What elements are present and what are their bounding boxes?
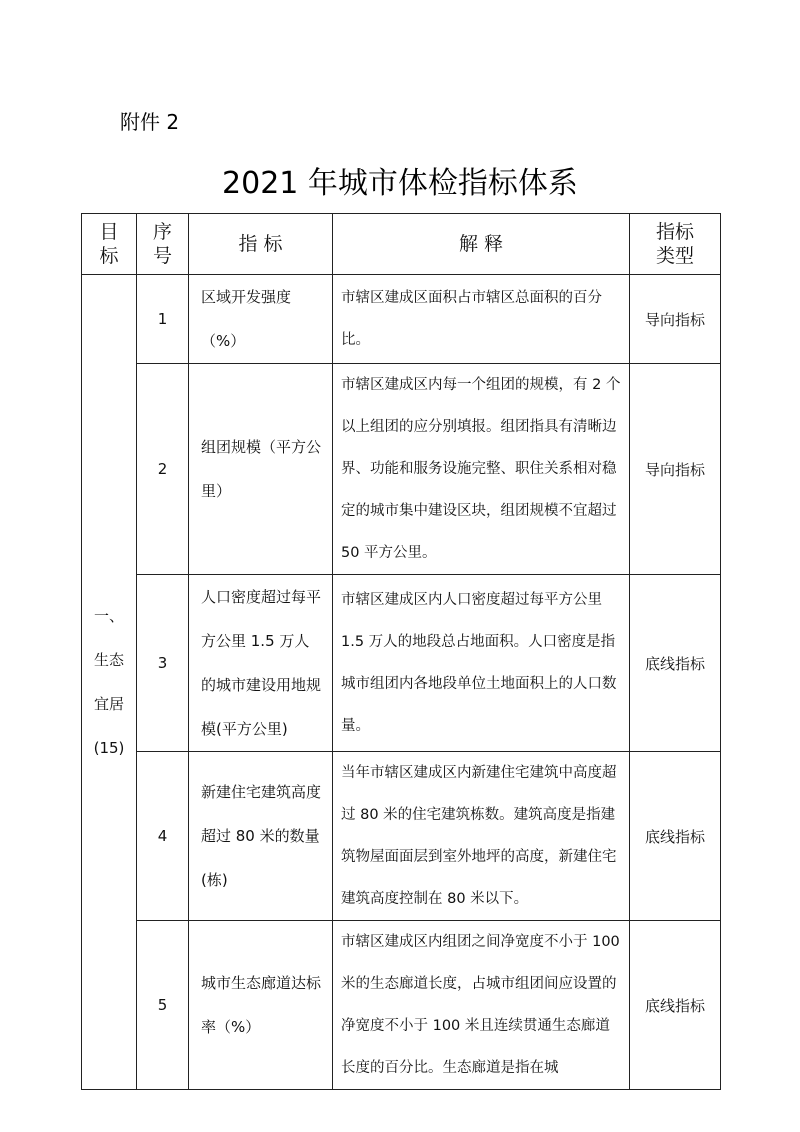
- row-indicator: 城市生态廊道达标率（%）: [189, 921, 333, 1090]
- row-explanation: 市辖区建成区面积占市辖区总面积的百分比。: [333, 275, 630, 364]
- row-type: 导向指标: [630, 364, 721, 575]
- row-explanation: 市辖区建成区内组团之间净宽度不小于 100 米的生态廊道长度，占城市组团间应设置的净宽度不小于 100 米且连续贯通生态廊道长度的百分比。生态廊道是指在城: [333, 921, 630, 1090]
- category-line-2: 生态: [93, 651, 124, 669]
- row-number: 4: [137, 752, 189, 921]
- row-explanation: 当年市辖区建成区内新建住宅建筑中高度超过 80 米的住宅建筑栋数。建筑高度是指建筑物屋面面层到室外地坪的高度，新建住宅建筑高度控制在 80 米以下。: [333, 752, 630, 921]
- row-explanation: 市辖区建成区内每一个组团的规模，有 2 个以上组团的应分别填报。组团指具有清晰边界、功能和服务设施完整、职住关系相对稳定的城市集中建设区块，组团规模不宜超过 50 平方公里。: [333, 364, 630, 575]
- header-explanation: 解 释: [333, 214, 630, 275]
- indicator-table: [81, 213, 721, 1090]
- header-type: 指标 类型: [630, 214, 721, 275]
- row-number: 3: [137, 575, 189, 752]
- row-type: 导向指标: [630, 275, 721, 364]
- row-number: 5: [137, 921, 189, 1090]
- header-number: 序 号: [137, 214, 189, 275]
- header-category: 目 标: [82, 214, 137, 275]
- page-title: 2021 年城市体检指标体系: [222, 166, 578, 201]
- row-indicator: 区域开发强度（%）: [189, 275, 333, 364]
- table-row: [82, 364, 721, 575]
- table-row: [82, 575, 721, 752]
- table-row: [82, 752, 721, 921]
- row-indicator: 新建住宅建筑高度超过 80 米的数量(栋): [189, 752, 333, 921]
- row-number: 1: [137, 275, 189, 364]
- table-row: [82, 275, 721, 364]
- row-type: 底线指标: [630, 921, 721, 1090]
- row-number: 2: [137, 364, 189, 575]
- row-explanation: 市辖区建成区内人口密度超过每平方公里 1.5 万人的地段总占地面积。人口密度是指城市组团内各地段单位土地面积上的人口数量。: [333, 575, 630, 752]
- category-line-3: 宜居: [93, 695, 124, 713]
- row-indicator: 人口密度超过每平方公里 1.5 万人的城市建设用地规模(平方公里): [189, 575, 333, 752]
- row-type: 底线指标: [630, 575, 721, 752]
- table-row: [82, 921, 721, 1090]
- attachment-label: 附件 2: [120, 110, 180, 134]
- category-cell: [82, 275, 137, 1090]
- category-line-4: (15): [93, 739, 125, 757]
- row-indicator: 组团规模（平方公里）: [189, 364, 333, 575]
- row-type: 底线指标: [630, 752, 721, 921]
- header-indicator: 指 标: [189, 214, 333, 275]
- table-header-row: [82, 214, 721, 275]
- category-line-1: 一、: [93, 607, 124, 625]
